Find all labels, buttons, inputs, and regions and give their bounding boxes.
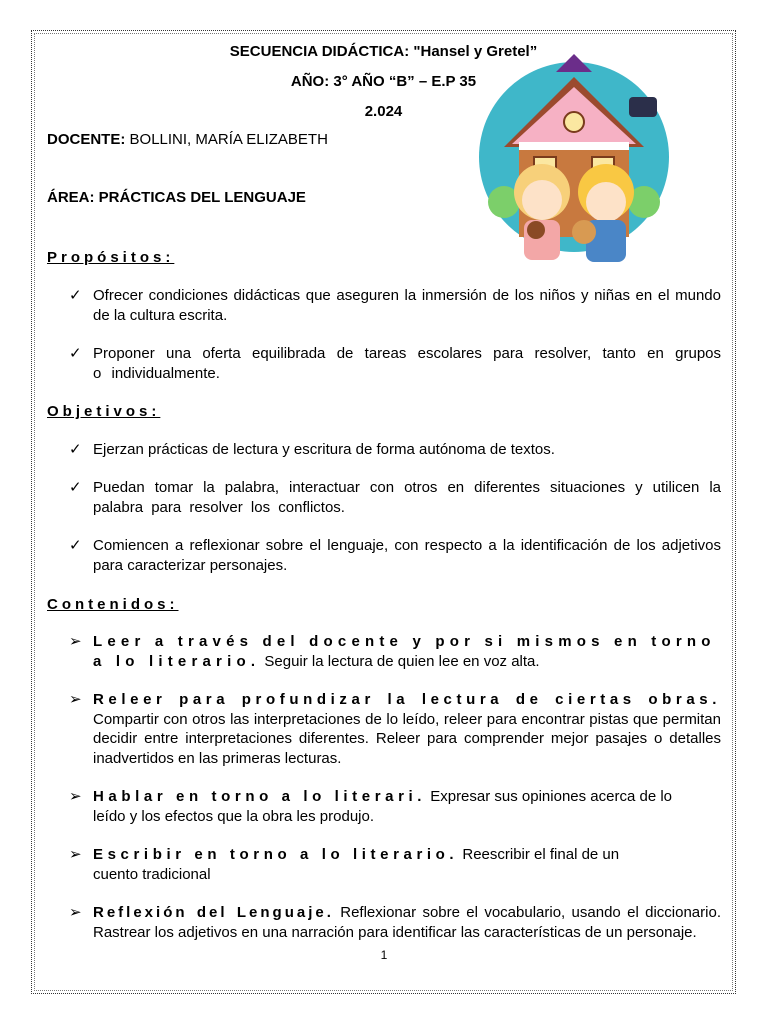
contenido-heading: Hablar en torno a lo literari. xyxy=(93,788,427,805)
proposito-text: Ofrecer condiciones didácticas que aseguren la inmersión de los niños y niñas en el mundo de la cultura escrita. xyxy=(93,287,721,324)
school-year: AÑO: 3° AÑO “B” – E.P 35 xyxy=(290,73,477,90)
teacher-line xyxy=(47,131,328,148)
contenido-text: Expresar sus opiniones acerca de lo leído y los efectos que la obra les produjo. xyxy=(93,788,673,825)
arrow-bullet-icon: ➢ xyxy=(69,846,82,863)
hansel-gretel-illustration xyxy=(474,52,674,272)
contenido-item xyxy=(69,903,721,942)
objetivo-text: Ejerzan prácticas de lectura y escritura de forma autónoma de textos. xyxy=(93,441,555,458)
proposito-item xyxy=(69,286,721,325)
teacher-name: BOLLINI, MARÍA ELIZABETH xyxy=(129,131,328,148)
contenido-text: Compartir con otros las interpretaciones de lo leído, releer para encontrar pistas que permitan decidir entre interpretaciones diferentes. Releer para comprender mejor pasajes o detalles inadvertidos en las primeras lecturas. xyxy=(93,710,721,767)
contenido-item xyxy=(69,690,721,768)
objetivo-text: Comiencen a reflexionar sobre el lenguaje, con respecto a la identificación de los adjetivos para caracterizar personajes. xyxy=(93,537,721,574)
section-propositos-title: Propósitos: xyxy=(47,249,175,266)
contenido-text: Reescribir el final de un cuento tradicional xyxy=(93,846,620,883)
section-objetivos-title: Objetivos: xyxy=(47,403,161,420)
proposito-text: Proponer una oferta equilibrada de tareas escolares para resolver, tanto en grupos o individualmente. xyxy=(93,345,721,382)
arrow-bullet-icon: ➢ xyxy=(69,904,82,921)
document-date: 2.024 xyxy=(364,103,403,120)
arrow-bullet-icon: ➢ xyxy=(69,788,82,805)
check-icon: ✓ xyxy=(69,441,82,458)
objetivo-text: Puedan tomar la palabra, interactuar con otros en diferentes situaciones y utilicen la palabra para resolver los conflictos. xyxy=(93,479,721,516)
document-title: SECUENCIA DIDÁCTICA: "Hansel y Gretel” xyxy=(229,43,538,60)
objetivo-item xyxy=(69,440,721,460)
contenido-text: Reflexionar sobre el vocabulario, usando el diccionario. Rastrear los adjetivos en una narración para identificar las características de un personaje. xyxy=(93,904,721,941)
proposito-item xyxy=(69,344,721,383)
check-icon: ✓ xyxy=(69,345,82,362)
contenido-heading: Leer a través del docente y por si mismos en torno a lo literario. xyxy=(93,633,716,670)
area-line: ÁREA: PRÁCTICAS DEL LENGUAJE xyxy=(47,189,306,206)
contenido-heading: Releer para profundizar la lectura de ciertas obras. xyxy=(93,691,721,708)
contenido-item xyxy=(69,845,721,884)
contenido-heading: Escribir en torno a lo literario. xyxy=(93,846,459,863)
objetivo-item xyxy=(69,478,721,517)
check-icon: ✓ xyxy=(69,287,82,304)
section-contenidos-title: Contenidos: xyxy=(47,596,179,613)
contenido-item xyxy=(69,632,721,671)
teacher-label: DOCENTE: xyxy=(47,131,126,148)
page-number: 1 xyxy=(380,948,388,962)
contenido-text: Seguir la lectura de quien lee en voz alta. xyxy=(264,652,540,670)
check-icon: ✓ xyxy=(69,537,82,554)
arrow-bullet-icon: ➢ xyxy=(69,633,82,650)
contenido-heading: Reflexión del Lenguaje. xyxy=(93,904,334,921)
arrow-bullet-icon: ➢ xyxy=(69,691,82,708)
objetivo-item xyxy=(69,536,721,575)
contenido-item xyxy=(69,787,721,826)
check-icon: ✓ xyxy=(69,479,82,496)
